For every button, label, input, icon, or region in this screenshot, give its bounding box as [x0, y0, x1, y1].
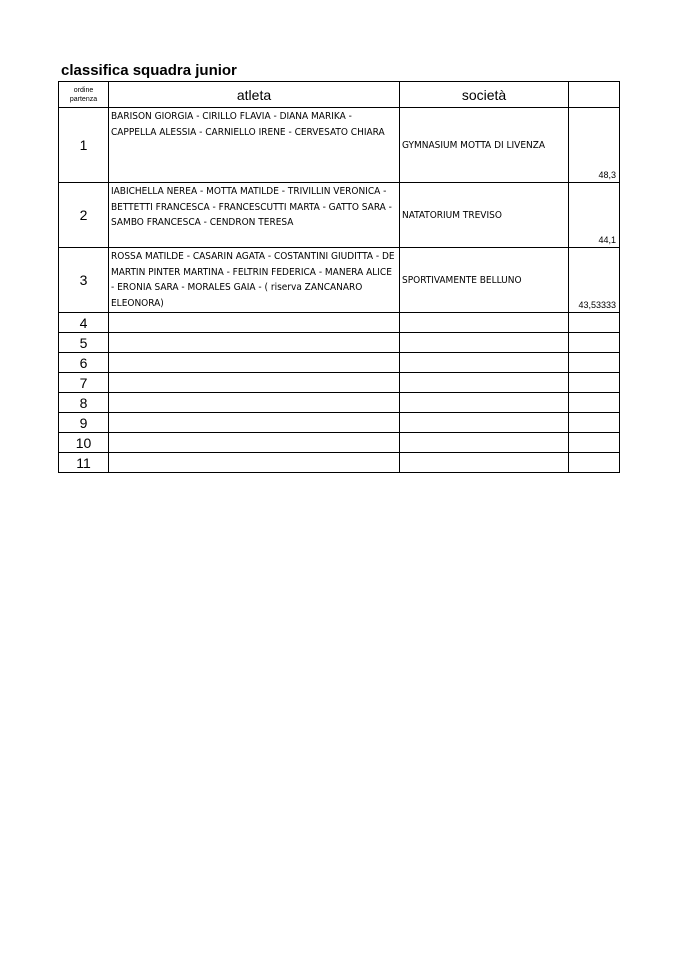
score-cell [569, 453, 620, 473]
club-cell [400, 433, 569, 453]
score-cell: 44,1 [569, 183, 620, 248]
order-cell: 4 [59, 313, 109, 333]
score-cell [569, 433, 620, 453]
order-cell: 3 [59, 248, 109, 313]
header-score [569, 82, 620, 108]
header-athlete: atleta [109, 82, 400, 108]
table-row [59, 183, 620, 248]
athletes-cell [109, 333, 400, 353]
table-row [59, 393, 620, 413]
athletes-cell: BARISON GIORGIA - CIRILLO FLAVIA - DIANA MARIKA - CAPPELLA ALESSIA - CARNIELLO IRENE - CERVESATO CHIARA [109, 108, 400, 183]
table-row [59, 333, 620, 353]
athletes-cell [109, 453, 400, 473]
score-cell: 48,3 [569, 108, 620, 183]
header-row [59, 82, 620, 108]
club-cell: NATATORIUM TREVISO [400, 183, 569, 248]
table-row [59, 373, 620, 393]
table-row [59, 248, 620, 313]
club-cell [400, 393, 569, 413]
order-cell: 5 [59, 333, 109, 353]
order-cell: 10 [59, 433, 109, 453]
header-order-line1: ordine [73, 86, 94, 94]
athletes-cell: ROSSA MATILDE - CASARIN AGATA - COSTANTINI GIUDITTA - DE MARTIN PINTER MARTINA - FELTRIN FEDERICA - MANERA ALICE - ERONIA SARA - MORALES GAIA - ( riserva ZANCANARO ELEONORA) [109, 248, 400, 313]
club-cell: GYMNASIUM MOTTA DI LIVENZA [400, 108, 569, 183]
order-cell: 1 [59, 108, 109, 183]
table-row [59, 413, 620, 433]
athletes-cell [109, 373, 400, 393]
score-cell: 43,53333 [569, 248, 620, 313]
table-row [59, 313, 620, 333]
athletes-cell: IABICHELLA NEREA - MOTTA MATILDE - TRIVILLIN VERONICA - BETTETTI FRANCESCA - FRANCESCUTTI MARTA - GATTO SARA - SAMBO FRANCESCA - CENDRON TERESA [109, 183, 400, 248]
score-cell [569, 333, 620, 353]
order-cell: 2 [59, 183, 109, 248]
club-cell [400, 373, 569, 393]
athletes-cell [109, 413, 400, 433]
ranking-table [58, 81, 620, 473]
score-cell [569, 313, 620, 333]
athletes-cell [109, 313, 400, 333]
header-order [59, 82, 109, 108]
table-row [59, 433, 620, 453]
athletes-cell [109, 393, 400, 413]
club-cell [400, 313, 569, 333]
athletes-cell [109, 433, 400, 453]
order-cell: 9 [59, 413, 109, 433]
club-cell [400, 453, 569, 473]
club-cell [400, 333, 569, 353]
order-cell: 7 [59, 373, 109, 393]
score-cell [569, 353, 620, 373]
athletes-cell [109, 353, 400, 373]
header-club: società [400, 82, 569, 108]
page-title: classifica squadra junior [61, 62, 237, 79]
score-cell [569, 413, 620, 433]
order-cell: 8 [59, 393, 109, 413]
header-order-line2: partenza [69, 95, 98, 103]
score-cell [569, 373, 620, 393]
table-row [59, 353, 620, 373]
order-cell: 6 [59, 353, 109, 373]
club-cell [400, 353, 569, 373]
order-cell: 11 [59, 453, 109, 473]
club-cell: SPORTIVAMENTE BELLUNO [400, 248, 569, 313]
table-row [59, 108, 620, 183]
score-cell [569, 393, 620, 413]
club-cell [400, 413, 569, 433]
table-row [59, 453, 620, 473]
